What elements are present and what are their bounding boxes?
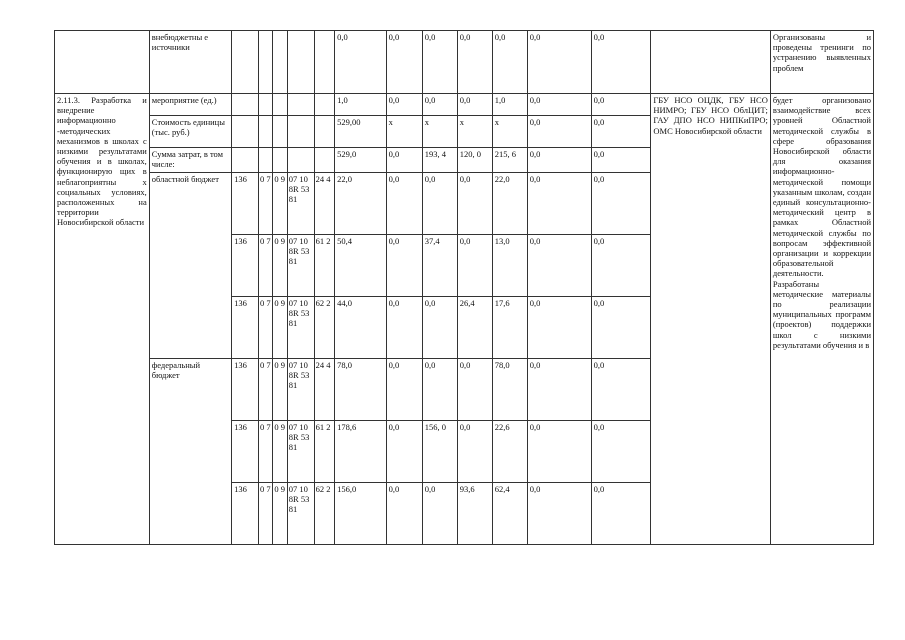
value-cell: 1,0	[492, 94, 527, 116]
executors-cell: ГБУ НСО ОЦДК, ГБУ НСО НИМРО; ГБУ НСО ОблЦИТ; ГАУ ДПО НСО НИПКиПРО; ОМС Новосибирской области	[651, 94, 771, 545]
funding-source-cell: областной бюджет	[149, 173, 231, 359]
value-cell: 13,0	[492, 235, 527, 297]
value-cell: 529,0	[335, 148, 387, 173]
grbs-cell: 136	[232, 173, 259, 235]
pr-cell: 0 9	[273, 359, 287, 421]
pr-cell: 0 9	[273, 483, 287, 545]
value-cell: 0,0	[386, 421, 422, 483]
cell-empty	[273, 31, 287, 94]
value-cell: 0,0	[527, 173, 591, 235]
value-cell: 0,0	[591, 31, 651, 94]
grbs-cell: 136	[232, 483, 259, 545]
cell-empty	[232, 148, 259, 173]
value-cell: x	[492, 116, 527, 148]
cell-empty	[651, 31, 771, 94]
cell-empty	[273, 116, 287, 148]
cell-empty	[258, 31, 272, 94]
grbs-cell: 136	[232, 359, 259, 421]
cell-empty	[314, 148, 335, 173]
value-cell: 0,0	[591, 173, 651, 235]
value-cell: 0,0	[527, 148, 591, 173]
value-cell: 22,0	[335, 173, 387, 235]
value-cell: 0,0	[527, 483, 591, 545]
value-cell: 120, 0	[457, 148, 492, 173]
value-cell: 156, 0	[422, 421, 457, 483]
value-cell: 62,4	[492, 483, 527, 545]
value-cell: 0,0	[591, 359, 651, 421]
value-cell: 0,0	[422, 359, 457, 421]
csr-cell: 07 10 8R 53 81	[287, 297, 314, 359]
measure-title-cell: 2.11.3. Разработка и внедрение информационно -методических механизмов в школах с низкими результатами обучения и в школах, функционирую щих в неблагоприятны х социальных условиях, расположенных на территории Новосибирской области	[55, 94, 150, 545]
indicator-label: мероприятие (ед.)	[149, 94, 231, 116]
rz-cell: 0 7	[258, 421, 272, 483]
value-cell: 0,0	[386, 173, 422, 235]
table-row	[55, 94, 874, 116]
pr-cell: 0 9	[273, 297, 287, 359]
value-cell: 1,0	[335, 94, 387, 116]
csr-cell: 07 10 8R 53 81	[287, 173, 314, 235]
vr-cell: 62 2	[314, 483, 335, 545]
value-cell: 193, 4	[422, 148, 457, 173]
value-cell: 0,0	[527, 297, 591, 359]
grbs-cell: 136	[232, 235, 259, 297]
vr-cell: 62 2	[314, 297, 335, 359]
value-cell: 0,0	[422, 297, 457, 359]
pr-cell: 0 9	[273, 421, 287, 483]
value-cell: 37,4	[422, 235, 457, 297]
value-cell: 0,0	[422, 31, 457, 94]
indicator-label: Сумма затрат, в том числе:	[149, 148, 231, 173]
value-cell: 17,6	[492, 297, 527, 359]
value-cell: 0,0	[591, 116, 651, 148]
vr-cell: 61 2	[314, 235, 335, 297]
value-cell: 0,0	[527, 116, 591, 148]
value-cell: 0,0	[422, 94, 457, 116]
value-cell: 26,4	[457, 297, 492, 359]
value-cell: 22,6	[492, 421, 527, 483]
cell-empty	[287, 116, 314, 148]
funding-source-cell: внебюджетны е источники	[149, 31, 231, 94]
grbs-cell: 136	[232, 297, 259, 359]
cell-empty	[287, 148, 314, 173]
value-cell: 529,00	[335, 116, 387, 148]
cell-empty	[258, 148, 272, 173]
table-row	[55, 31, 874, 94]
rz-cell: 0 7	[258, 359, 272, 421]
value-cell: 0,0	[527, 359, 591, 421]
cell-empty	[314, 116, 335, 148]
value-cell: 0,0	[527, 94, 591, 116]
value-cell: 0,0	[386, 359, 422, 421]
rz-cell: 0 7	[258, 483, 272, 545]
value-cell: 0,0	[386, 297, 422, 359]
value-cell: 0,0	[386, 148, 422, 173]
value-cell: 93,6	[457, 483, 492, 545]
expected-result-cell: будет организовано взаимодействие всех уровней Областной методической службы в сфере образования Новосибирской области для оказания информационно-методической помощи указанным школам, создан единый консультационно-методический центр в рамках Областной методической службы по вопросам эффективной организации и коррекции образовательной деятельности. Разработаны методические материалы по реализации муниципальных программ (проектов) поддержки школ с низкими результатами обучения и в	[770, 94, 873, 545]
value-cell: x	[457, 116, 492, 148]
value-cell: 0,0	[591, 483, 651, 545]
cell-empty	[287, 94, 314, 116]
value-cell: 0,0	[591, 94, 651, 116]
csr-cell: 07 10 8R 53 81	[287, 359, 314, 421]
value-cell: 0,0	[335, 31, 387, 94]
value-cell: 0,0	[457, 359, 492, 421]
value-cell: 0,0	[457, 235, 492, 297]
cell-empty	[232, 94, 259, 116]
cell-empty	[258, 94, 272, 116]
value-cell: 0,0	[457, 31, 492, 94]
cell-empty	[314, 31, 335, 94]
value-cell: 0,0	[386, 94, 422, 116]
indicator-label: Стоимость единицы (тыс. руб.)	[149, 116, 231, 148]
rz-cell: 0 7	[258, 297, 272, 359]
value-cell: 178,6	[335, 421, 387, 483]
cell-empty	[314, 94, 335, 116]
value-cell: 78,0	[492, 359, 527, 421]
value-cell: 0,0	[422, 173, 457, 235]
value-cell: 0,0	[527, 421, 591, 483]
value-cell: 0,0	[386, 31, 422, 94]
cell-empty	[232, 31, 259, 94]
value-cell: 0,0	[591, 148, 651, 173]
value-cell: 22,0	[492, 173, 527, 235]
value-cell: 50,4	[335, 235, 387, 297]
value-cell: x	[386, 116, 422, 148]
value-cell: 215, 6	[492, 148, 527, 173]
vr-cell: 61 2	[314, 421, 335, 483]
expected-result-cell: Организованы и проведены тренинги по устранению выявленных проблем	[770, 31, 873, 94]
vr-cell: 24 4	[314, 359, 335, 421]
csr-cell: 07 10 8R 53 81	[287, 235, 314, 297]
pr-cell: 0 9	[273, 173, 287, 235]
value-cell: 156,0	[335, 483, 387, 545]
pr-cell: 0 9	[273, 235, 287, 297]
cell-empty	[232, 116, 259, 148]
funding-source-cell: федеральный бюджет	[149, 359, 231, 545]
value-cell: 0,0	[457, 421, 492, 483]
value-cell: 0,0	[386, 483, 422, 545]
value-cell: x	[422, 116, 457, 148]
rz-cell: 0 7	[258, 235, 272, 297]
value-cell: 0,0	[591, 297, 651, 359]
value-cell: 0,0	[492, 31, 527, 94]
grbs-cell: 136	[232, 421, 259, 483]
csr-cell: 07 10 8R 53 81	[287, 483, 314, 545]
value-cell: 0,0	[422, 483, 457, 545]
value-cell: 0,0	[591, 235, 651, 297]
cell-empty	[273, 94, 287, 116]
rz-cell: 0 7	[258, 173, 272, 235]
value-cell: 0,0	[457, 173, 492, 235]
cell-empty	[258, 116, 272, 148]
value-cell: 44,0	[335, 297, 387, 359]
vr-cell: 24 4	[314, 173, 335, 235]
csr-cell: 07 10 8R 53 81	[287, 421, 314, 483]
cell-empty	[273, 148, 287, 173]
value-cell: 0,0	[591, 421, 651, 483]
value-cell: 78,0	[335, 359, 387, 421]
value-cell: 0,0	[386, 235, 422, 297]
cell-empty	[287, 31, 314, 94]
value-cell: 0,0	[527, 235, 591, 297]
value-cell: 0,0	[457, 94, 492, 116]
cell-empty	[55, 31, 150, 94]
program-table	[54, 30, 874, 545]
value-cell: 0,0	[527, 31, 591, 94]
